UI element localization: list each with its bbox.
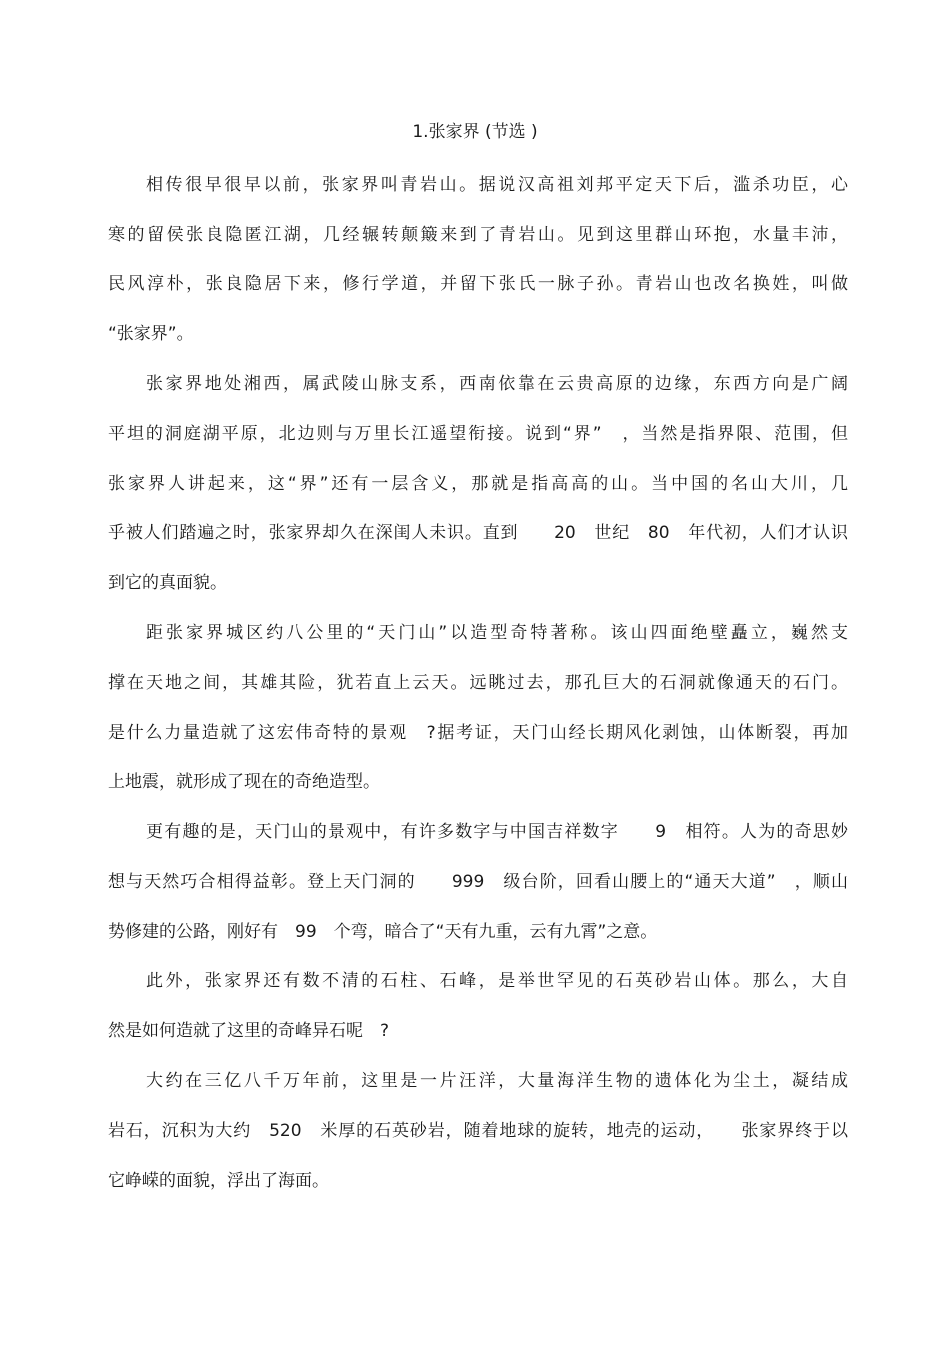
paragraph-3-line-3: 是什么力量造就了这宏伟奇特的景观 ?据考证，天门山经长期风化剥蚀，山体断裂，再加 (108, 723, 848, 743)
paragraph-6-line-1: 大约在三亿八千万年前，这里是一片汪洋，大量海洋生物的遗体化为尘土，凝结成 (146, 1071, 848, 1091)
paragraph-1-line-1: 相传很早很早以前，张家界叫青岩山。据说汉高祖刘邦平定天下后，滥杀功臣，心 (146, 175, 848, 195)
paragraph-5-line-1: 此外，张家界还有数不清的石柱、石峰，是举世罕见的石英砂岩山体。那么，大自 (146, 971, 848, 991)
paragraph-1-line-4: “张家界”。 (108, 324, 194, 344)
paragraph-1-line-2: 寒的留侯张良隐匿江湖，几经辗转颠簸来到了青岩山。见到这里群山环抱，水量丰沛， (108, 225, 848, 245)
paragraph-2-line-4: 乎被人们踏遍之时，张家界却久在深闺人未识。直到 20 世纪 80 年代初，人们才认识 (108, 523, 848, 543)
paragraph-6-line-2: 岩石，沉积为大约 520 米厚的石英砂岩，随着地球的旋转，地壳的运动， 张家界终于以 (108, 1121, 848, 1141)
document-title: 1.张家界 (节选 ) (412, 122, 538, 142)
paragraph-2-line-2: 平坦的洞庭湖平原，北边则与万里长江遥望衔接。说到“界” ，当然是指界限、范围，但 (108, 424, 848, 444)
paragraph-3-line-2: 撑在天地之间，其雄其险，犹若直上云天。远眺过去，那孔巨大的石洞就像通天的石门。 (108, 673, 848, 693)
paragraph-3-line-4: 上地震，就形成了现在的奇绝造型。 (108, 772, 380, 792)
paragraph-2-line-5: 到它的真面貌。 (108, 573, 227, 593)
paragraph-3-line-1: 距张家界城区约八公里的“天门山”以造型奇特著称。该山四面绝壁矗立，巍然支 (146, 623, 848, 643)
paragraph-4-line-1: 更有趣的是，天门山的景观中，有许多数字与中国吉祥数字 9 相符。人为的奇思妙 (146, 822, 848, 842)
paragraph-2-line-1: 张家界地处湘西，属武陵山脉支系，西南依靠在云贵高原的边缘，东西方向是广阔 (146, 374, 848, 394)
paragraph-2-line-3: 张家界人讲起来，这“界”还有一层含义，那就是指高高的山。当中国的名山大川，几 (108, 474, 848, 494)
paragraph-1-line-3: 民风淳朴，张良隐居下来，修行学道，并留下张氏一脉子孙。青岩山也改名换姓，叫做 (108, 274, 848, 294)
paragraph-4-line-3: 势修建的公路，刚好有 99 个弯，暗合了“天有九重，云有九霄”之意。 (108, 922, 658, 942)
paragraph-5-line-2: 然是如何造就了这里的奇峰异石呢 ? (108, 1021, 390, 1041)
paragraph-4-line-2: 想与天然巧合相得益彰。登上天门洞的 999 级台阶，回看山腰上的“通天大道” ，顺山 (108, 872, 848, 892)
paragraph-6-line-3: 它峥嵘的面貌，浮出了海面。 (108, 1171, 329, 1191)
